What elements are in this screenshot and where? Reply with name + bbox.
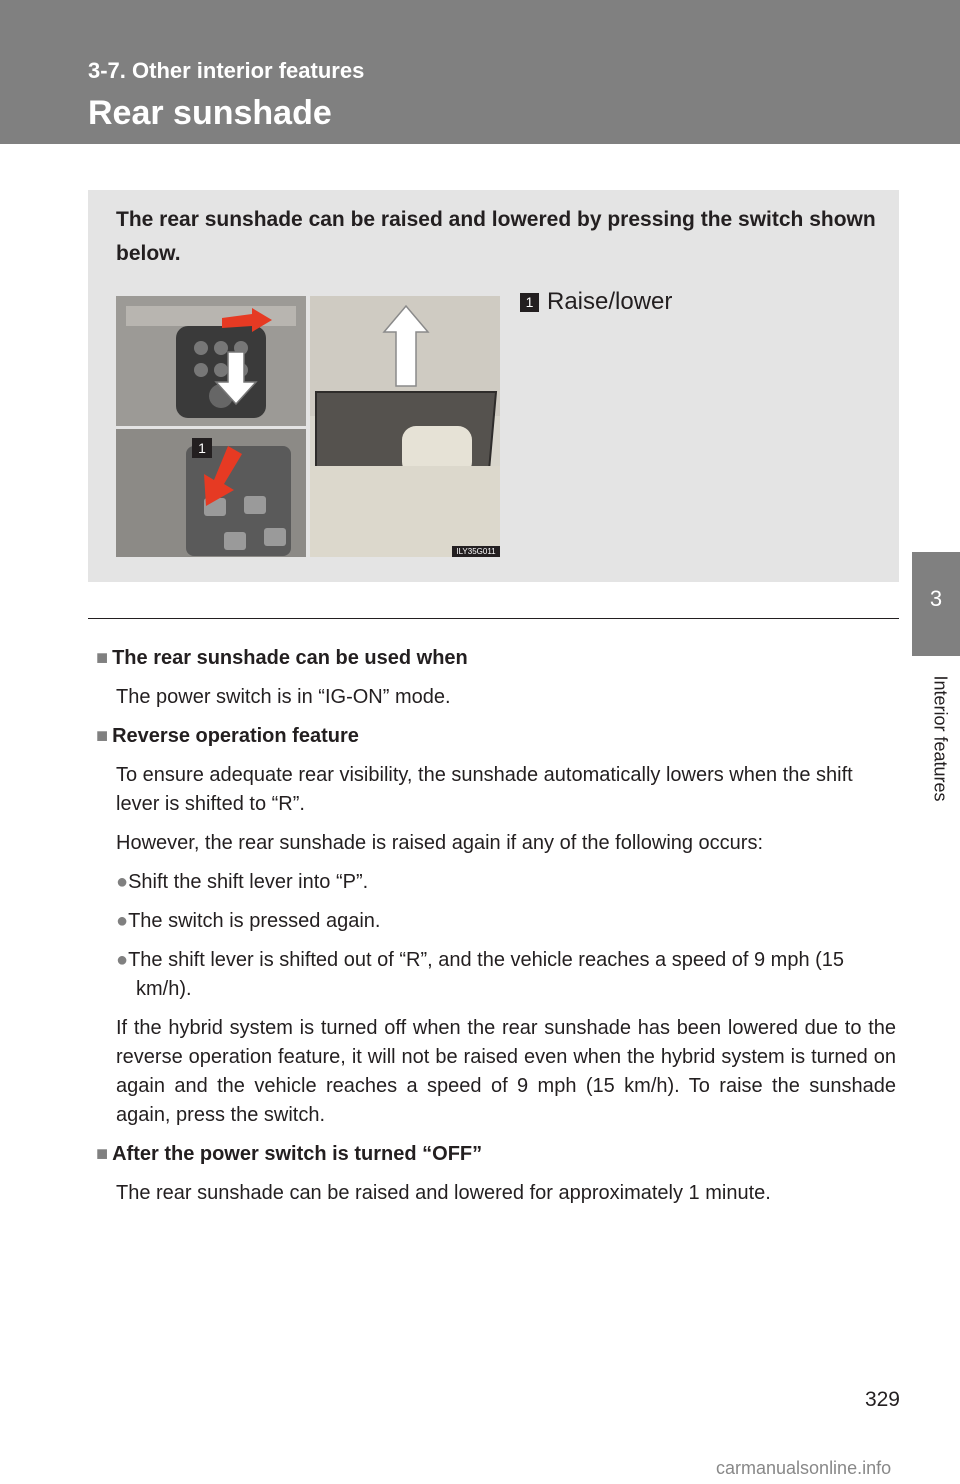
figure-legend xyxy=(520,288,672,316)
paragraph: The rear sunshade can be raised and lowered for approximately 1 minute. xyxy=(116,1182,771,1204)
chapter-number: 3 xyxy=(929,586,943,611)
subsection-heading: ■ After the power switch is turned “OFF” xyxy=(96,1143,483,1165)
page-title: Rear sunshade xyxy=(88,94,332,132)
paragraph: The power switch is in “IG-ON” mode. xyxy=(116,686,451,708)
chapter-label-text: Interior features xyxy=(930,675,951,802)
divider xyxy=(88,618,899,619)
sunshade-illustration xyxy=(116,296,500,557)
bullet-item: ●Shift the shift lever into “P”. xyxy=(116,871,369,893)
watermark: carmanualsonline.info xyxy=(716,1458,892,1478)
page-number: 329 xyxy=(864,1388,900,1411)
paragraph: However, the rear sunshade is raised again if any of the following occurs: xyxy=(116,832,764,854)
paragraph: To ensure adequate rear visibility, the sunshade automatically lowers when the shift lever is shifted to “R”. xyxy=(116,764,853,815)
subsection-heading: ■ Reverse operation feature xyxy=(96,725,359,747)
callout-label-in-photo: 1 xyxy=(198,440,206,456)
image-code: ILY35G011 xyxy=(456,547,496,556)
section-heading: 3-7. Other interior features xyxy=(88,58,365,83)
chapter-tab[interactable] xyxy=(912,552,960,656)
chapter-tab-label xyxy=(916,668,956,828)
legend-label: Raise/lower xyxy=(547,288,673,315)
intro-text: The rear sunshade can be raised and lowered by pressing the switch shown below. xyxy=(116,208,876,265)
page-header xyxy=(0,0,960,144)
content-body xyxy=(96,644,896,1208)
callout-number-badge: 1 xyxy=(520,293,539,312)
subsection-heading: ■ The rear sunshade can be used when xyxy=(96,647,468,669)
bullet-item: ●The shift lever is shifted out of “R”, and the vehicle reaches a speed of 9 mph (15 km/h). xyxy=(116,949,845,1000)
paragraph: If the hybrid system is turned off when the rear sunshade has been lowered due to the reverse operation feature, it will not be raised even when the hybrid system is turned on again and the vehicle reaches a speed of 9 mph (15 km/h). To raise the sunshade again, press the switch. xyxy=(116,1017,896,1126)
bullet-item: ●The switch is pressed again. xyxy=(116,910,381,932)
